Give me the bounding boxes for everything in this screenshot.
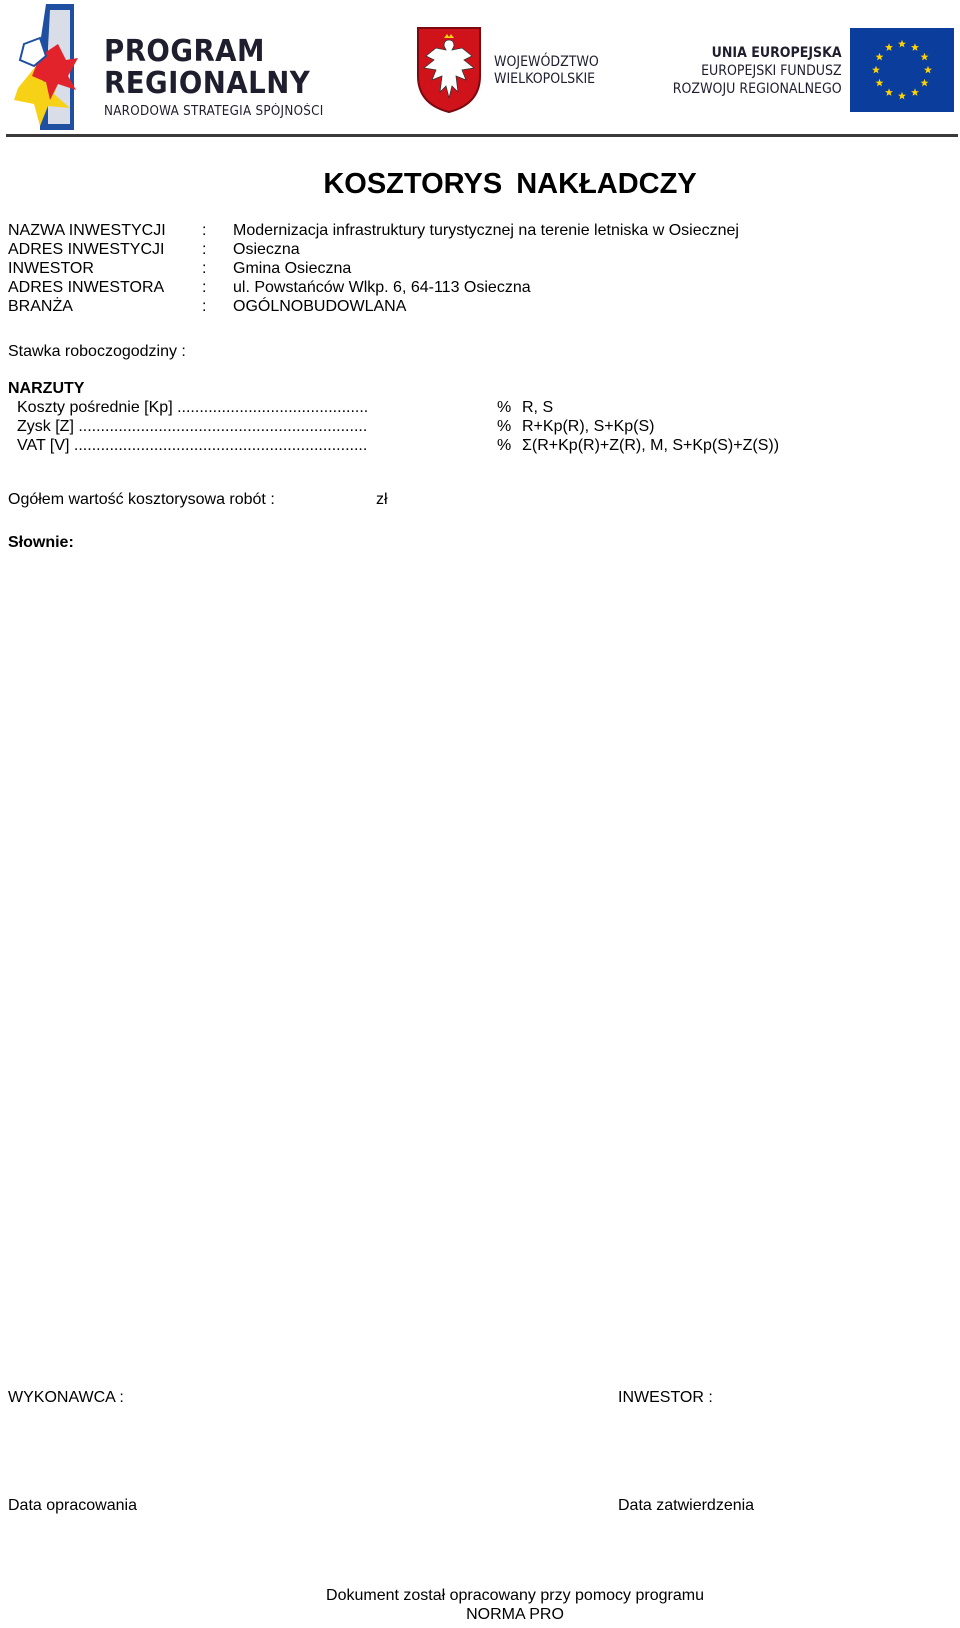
info-label: NAZWA INWESTYCJI [8, 222, 166, 239]
voivodeship-wordmark [494, 54, 599, 88]
info-value: Gmina Osieczna [233, 260, 352, 277]
surcharge-percent-sign: % [497, 399, 512, 416]
eu-line3: ROZWOJU REGIONALNEGO [673, 81, 842, 97]
surcharge-percent-sign: % [497, 418, 512, 435]
info-separator: : [202, 298, 207, 315]
voivodeship-line1: WOJEWÓDZTWO [494, 54, 599, 70]
program-subtitle: NARODOWA STRATEGIA SPÓJNOŚCI [104, 104, 324, 119]
info-value: OGÓLNOBUDOWLANA [233, 298, 407, 315]
eu-flag-icon [850, 28, 954, 112]
info-value: ul. Powstańców Wlkp. 6, 64-113 Osieczna [233, 279, 531, 296]
program-regionalny-logo-icon [10, 4, 80, 132]
labor-rate-label: Stawka roboczogodziny : [8, 343, 186, 360]
surcharge-base: R+Kp(R), S+Kp(S) [522, 418, 655, 435]
info-separator: : [202, 279, 207, 296]
surcharge-base: Σ(R+Kp(R)+Z(R), M, S+Kp(S)+Z(S)) [522, 437, 780, 454]
footer-program-name: NORMA PRO [466, 1606, 564, 1623]
prepared-date-label: Data opracowania [8, 1497, 137, 1514]
eu-line1: UNIA EUROPEJSKA [712, 45, 842, 61]
info-label: BRANŻA [8, 298, 73, 315]
info-separator: : [202, 222, 207, 239]
program-title-line1: PROGRAM [104, 34, 265, 69]
info-value: Modernizacja infrastruktury turystycznej na terenie letniska w Osiecznej [233, 222, 739, 239]
header-logos-bar [6, 0, 958, 137]
program-title-line2: REGIONALNY [104, 66, 311, 101]
eu-line2: EUROPEJSKI FUNDUSZ [701, 63, 842, 79]
total-value-label: Ogółem wartość kosztorysowa robót : [8, 491, 275, 508]
surcharge-profit-label: Zysk [Z] ................................................................. [17, 418, 368, 435]
surcharges-heading: NARZUTY [8, 380, 85, 397]
surcharge-base: R, S [522, 399, 554, 416]
contractor-label: WYKONAWCA : [8, 1389, 124, 1406]
info-label: ADRES INWESTORA [8, 279, 165, 296]
surcharge-vat-label: VAT [V] .................................................................. [17, 437, 368, 454]
program-regionalny-wordmark [104, 36, 343, 119]
info-separator: : [202, 241, 207, 258]
eu-fund-wordmark [673, 44, 842, 98]
surcharge-percent-sign: % [497, 437, 512, 454]
total-currency: zł [376, 491, 388, 508]
wielkopolska-coat-of-arms-icon [416, 26, 482, 114]
investor-signature-label: INWESTOR : [618, 1389, 713, 1406]
approved-date-label: Data zatwierdzenia [618, 1497, 755, 1514]
voivodeship-line2: WIELKOPOLSKIE [494, 71, 596, 87]
footer-note: Dokument został opracowany przy pomocy programu [326, 1587, 704, 1604]
document-title: KOSZTORYS NAKŁADCZY [323, 168, 697, 200]
amount-in-words-label: Słownie: [8, 534, 74, 551]
surcharge-indirect-costs-label: Koszty pośrednie [Kp] ........................................... [17, 399, 369, 416]
info-value: Osieczna [233, 241, 300, 258]
info-label: INWESTOR [8, 260, 94, 277]
info-separator: : [202, 260, 207, 277]
info-label: ADRES INWESTYCJI [8, 241, 165, 258]
